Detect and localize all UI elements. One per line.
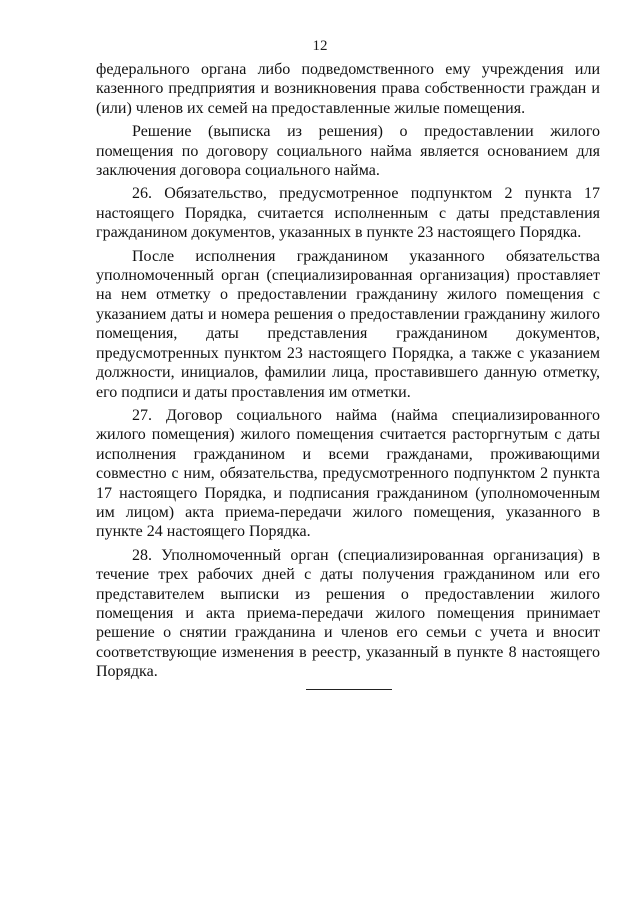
paragraph-clause-27: 27. Договор социального найма (найма специализированного жилого помещения) жилого помещения считается расторгнутым с даты исполнения гражданином и всеми гражданами, проживающими совместно с ним, обязательства, предусмотренного подпунктом 2 пункта 17 настоящего Порядка, и подписания гражданином (уполномоченным им лицом) акта приема-передачи жилого помещения, указанного в пункте 24 настоящего Порядка. — [96, 406, 600, 541]
document-body — [96, 60, 600, 686]
paragraph-continuation: федерального органа либо подведомственного ему учреждения или казенного предприятия и возникновения права собственности граждан и (или) членов их семей на предоставленные жилые помещения. — [96, 61, 600, 117]
paragraph-clause-26-mark: После исполнения гражданином указанного обязательства уполномоченный орган (специализированная организация) проставляет на нем отметку о предоставлении гражданину жилого помещения с указанием даты и номера решения о предоставлении гражданину жилого помещения, даты представления гражданином документов, предусмотренных пунктом 23 настоящего Порядка, а также с указанием должности, инициалов, фамилии лица, проставившего данную отметку, его подписи и даты проставления им отметки. — [96, 247, 600, 401]
paragraph-clause-26: 26. Обязательство, предусмотренное подпунктом 2 пункта 17 настоящего Порядка, считается исполненным с даты представления гражданином документов, указанных в пункте 23 настоящего Порядка. — [96, 185, 600, 242]
paragraph-decision-basis: Решение (выписка из решения) о предоставлении жилого помещения по договору социального найма является основанием для заключения договора социального найма. — [96, 123, 600, 180]
closing-rule — [306, 689, 392, 690]
paragraph-clause-28: 28. Уполномоченный орган (специализированная организация) в течение трех рабочих дней с даты получения гражданином или его представителем выписки из решения о предоставлении жилого помещения и акта приема-передачи жилого помещения принимает решение о снятии гражданина и членов его семьи с учета и вносит соответствующие изменения в реестр, указанный в пункте 8 настоящего Порядка. — [96, 546, 600, 681]
page-number: 12 — [312, 38, 328, 54]
